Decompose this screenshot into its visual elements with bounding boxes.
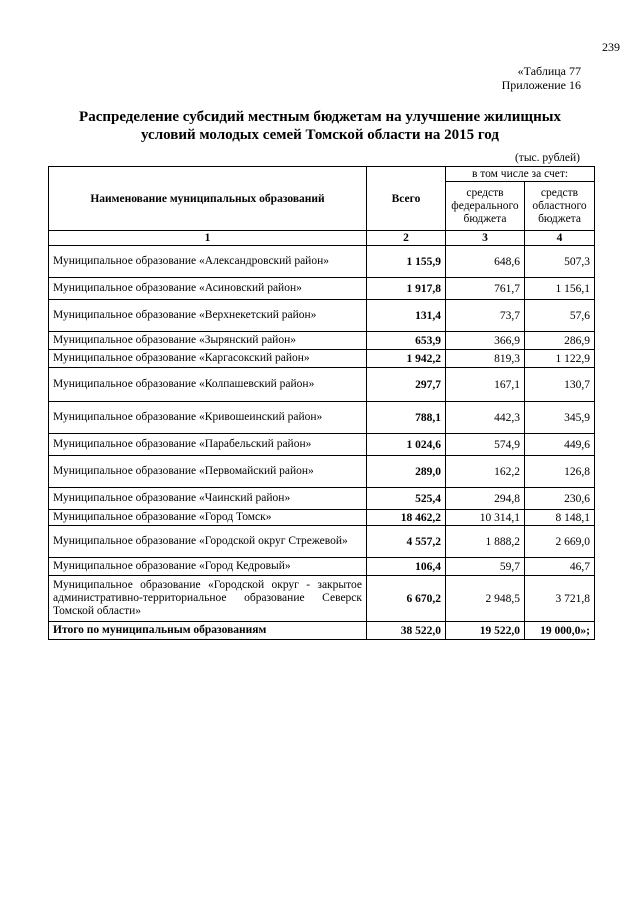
table-row (49, 300, 595, 332)
row-regional: 230,6 (525, 488, 595, 510)
row-name: Муниципальное образование «Александровский район» (49, 246, 367, 278)
table-row (49, 456, 595, 488)
row-regional: 1 156,1 (525, 278, 595, 300)
appendix-label: Приложение 16 (501, 78, 581, 92)
row-total: 4 557,2 (367, 526, 446, 558)
row-federal: 761,7 (446, 278, 525, 300)
title-line-2: условий молодых семей Томской области на 2015 год (141, 127, 499, 143)
row-regional: 507,3 (525, 246, 595, 278)
row-regional: 57,6 (525, 300, 595, 332)
table-row (49, 368, 595, 402)
row-federal: 648,6 (446, 246, 525, 278)
grand-total-total: 38 522,0 (367, 622, 446, 640)
row-federal: 2 948,5 (446, 576, 525, 622)
row-total: 525,4 (367, 488, 446, 510)
row-total: 18 462,2 (367, 510, 446, 526)
table-row (49, 526, 595, 558)
row-federal: 167,1 (446, 368, 525, 402)
column-number: 3 (446, 231, 525, 246)
column-number: 4 (525, 231, 595, 246)
row-name: Муниципальное образование «Городской округ Стрежевой» (49, 526, 367, 558)
column-number: 1 (49, 231, 367, 246)
row-federal: 73,7 (446, 300, 525, 332)
row-regional: 8 148,1 (525, 510, 595, 526)
row-regional: 130,7 (525, 368, 595, 402)
row-name: Муниципальное образование «Город Томск» (49, 510, 367, 526)
table-row (49, 332, 595, 350)
row-name: Муниципальное образование «Верхнекетский район» (49, 300, 367, 332)
row-federal: 819,3 (446, 350, 525, 368)
row-name: Муниципальное образование «Колпашевский район» (49, 368, 367, 402)
row-regional: 449,6 (525, 434, 595, 456)
row-total: 788,1 (367, 402, 446, 434)
row-total: 1 024,6 (367, 434, 446, 456)
row-name: Муниципальное образование «Первомайский район» (49, 456, 367, 488)
header-total: Всего (367, 167, 446, 231)
row-name: Муниципальное образование «Городской округ - закрытое административно-территориальное образование Северск Томской области» (49, 576, 367, 622)
header-group: в том числе за счет: (446, 167, 595, 182)
row-regional: 345,9 (525, 402, 595, 434)
table-row (49, 246, 595, 278)
row-total: 6 670,2 (367, 576, 446, 622)
grand-total-name: Итого по муниципальным образованиям (49, 622, 367, 640)
table-row (49, 576, 595, 622)
row-total: 653,9 (367, 332, 446, 350)
table-reference: «Таблица 77 (517, 64, 581, 78)
row-federal: 10 314,1 (446, 510, 525, 526)
row-total: 1 942,2 (367, 350, 446, 368)
row-total: 106,4 (367, 558, 446, 576)
row-regional: 126,8 (525, 456, 595, 488)
table-header (49, 167, 595, 246)
row-federal: 574,9 (446, 434, 525, 456)
table-row (49, 402, 595, 434)
row-regional: 1 122,9 (525, 350, 595, 368)
row-federal: 59,7 (446, 558, 525, 576)
subsidy-table (48, 166, 595, 640)
row-total: 297,7 (367, 368, 446, 402)
table-row (49, 510, 595, 526)
appendix-reference (502, 64, 581, 92)
grand-total-federal: 19 522,0 (446, 622, 525, 640)
row-regional: 286,9 (525, 332, 595, 350)
table-row (49, 558, 595, 576)
row-name: Муниципальное образование «Парабельский район» (49, 434, 367, 456)
column-numbers-row (49, 231, 595, 246)
table-body (49, 246, 595, 640)
row-federal: 442,3 (446, 402, 525, 434)
row-name: Муниципальное образование «Город Кедровый» (49, 558, 367, 576)
row-name: Муниципальное образование «Каргасокский район» (49, 350, 367, 368)
row-name: Муниципальное образование «Кривошеинский район» (49, 402, 367, 434)
row-federal: 1 888,2 (446, 526, 525, 558)
row-federal: 366,9 (446, 332, 525, 350)
title-line-1: Распределение субсидий местным бюджетам на улучшение жилищных (79, 109, 561, 125)
row-federal: 162,2 (446, 456, 525, 488)
row-name: Муниципальное образование «Зырянский район» (49, 332, 367, 350)
row-total: 1 155,9 (367, 246, 446, 278)
row-total: 289,0 (367, 456, 446, 488)
row-name: Муниципальное образование «Чаинский район» (49, 488, 367, 510)
table-row (49, 434, 595, 456)
table-row (49, 278, 595, 300)
row-total: 1 917,8 (367, 278, 446, 300)
row-regional: 3 721,8 (525, 576, 595, 622)
header-federal: средств федерального бюджета (446, 182, 525, 231)
header-regional: средств областного бюджета (525, 182, 595, 231)
row-regional: 2 669,0 (525, 526, 595, 558)
column-number: 2 (367, 231, 446, 246)
row-name: Муниципальное образование «Асиновский район» (49, 278, 367, 300)
table-row (49, 488, 595, 510)
units-label: (тыс. рублей) (514, 152, 580, 164)
table-row (49, 350, 595, 368)
row-regional: 46,7 (525, 558, 595, 576)
document-title (60, 108, 580, 144)
row-total: 131,4 (367, 300, 446, 332)
grand-total-row (49, 622, 595, 640)
header-name: Наименование муниципальных образований (49, 167, 367, 231)
row-federal: 294,8 (446, 488, 525, 510)
page-number: 239 (602, 40, 620, 54)
grand-total-regional: 19 000,0»; (525, 622, 595, 640)
